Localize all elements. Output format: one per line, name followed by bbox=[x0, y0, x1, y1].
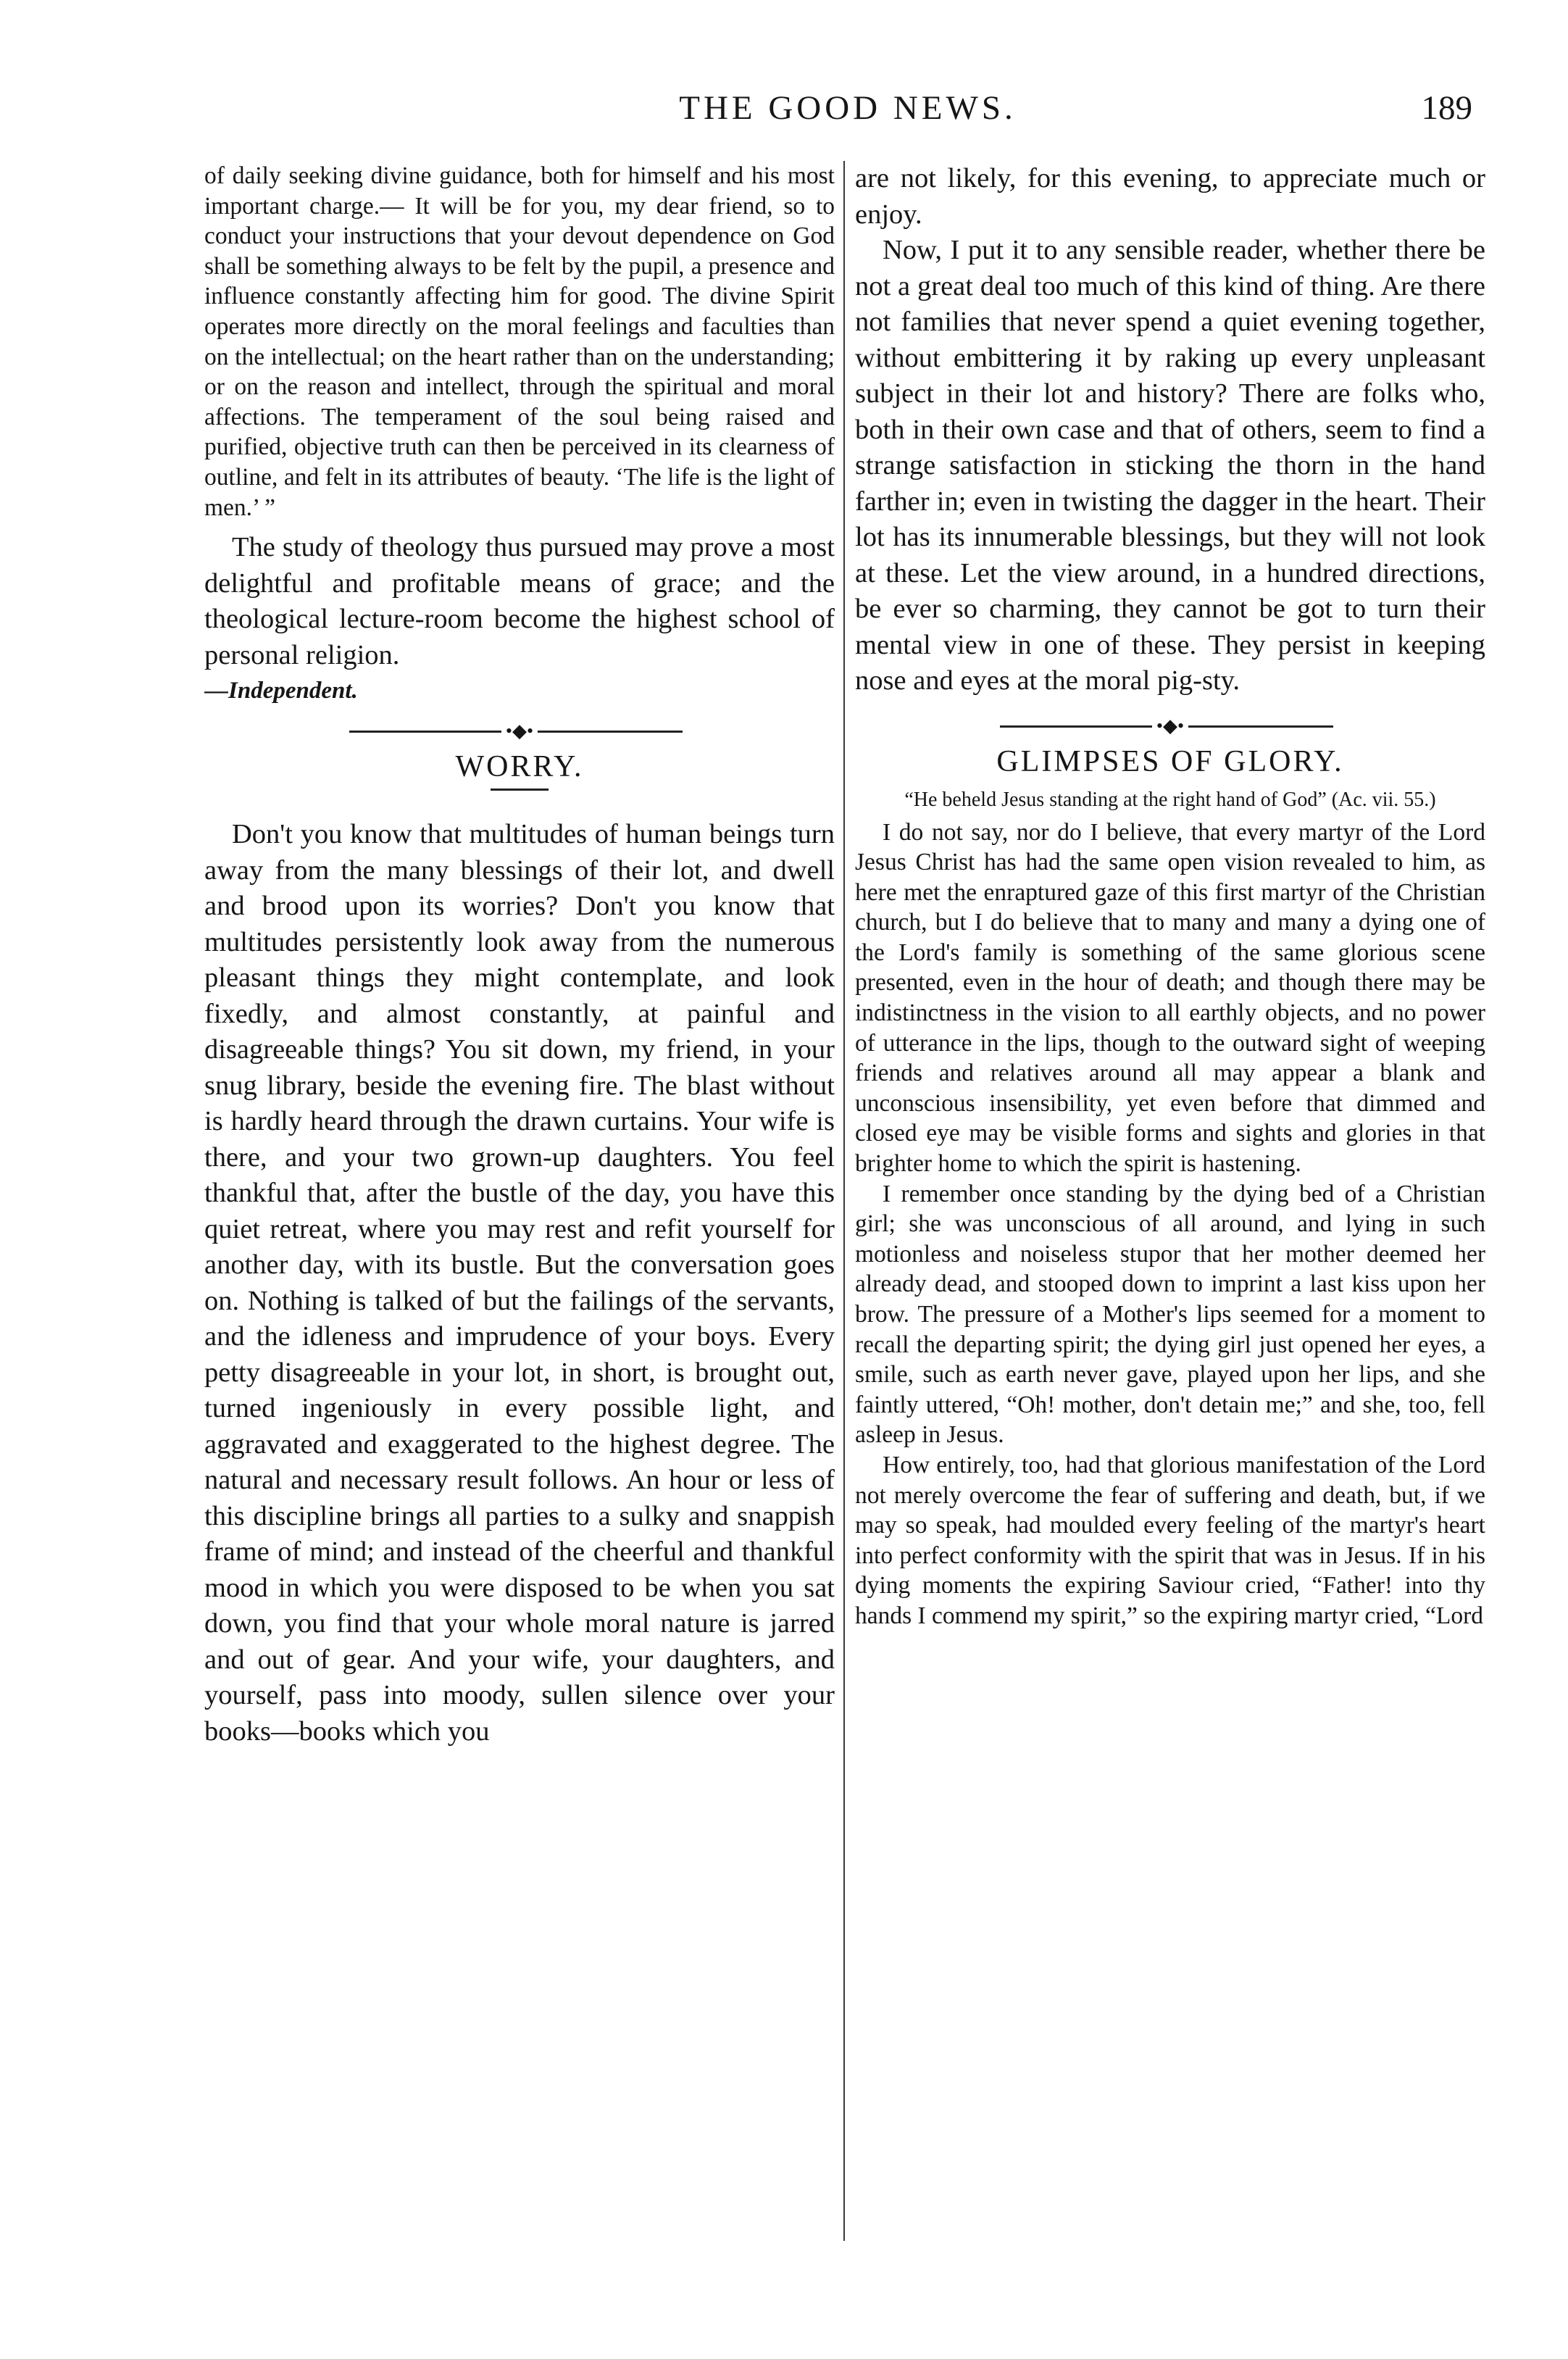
article-source: —Independent. bbox=[204, 678, 358, 704]
glimpses-paragraph-3: How entirely, too, had that glorious manifestation of the Lord not merely overcome the fear of suffering and death, but, if we may so speak, had moulded every feeling of the martyr's heart into perfect conformity with the spirit that was in Jesus. If in his dying moments the expiring Saviour cried, “Father! into thy hands I commend my spirit,” so the expiring martyr cried, “Lord bbox=[855, 1451, 1485, 1629]
worry-second-paragraph: Now, I put it to any sensible reader, whether there be not a great deal too much of this kind of thing. Are there not families that never spend a quiet evening together, without embittering it by raking up every unpleasant subject in their lot and history? There are folks who, both in their own case and that of others, seem to find a strange satisfaction in sticking the thorn in the hand farther in; even in twisting the dagger in the heart. Their lot has its innumerable blessings, but they will not look at these. Let the view around, in a hundred directions, be ever so charming, they cannot be got to turn their mental view in one of these. They persist in keeping nose and eyes at the moral pig-sty. bbox=[855, 235, 1485, 696]
worry-heading: WORRY. bbox=[455, 750, 584, 784]
scripture-epigraph: “He beheld Jesus standing at the right hand of God” (Ac. vii. 55.) bbox=[904, 788, 1436, 811]
worry-continuation: are not likely, for this evening, to appreciate much or enjoy. bbox=[855, 163, 1485, 230]
glimpses-paragraph-1: I do not say, nor do I believe, that every martyr of the Lord Jesus Christ has had the same open vision revealed to him, as here met the enraptured gaze of this first martyr of the Christian church, but I do believe that to many and many a dying one of the Lord's family is something of the same glorious scene presented, even in the hour of death; and though there may be indistinctness in the vision to all earthly objects, and no power of utterance in the lips, though to the outward sight of weeping friends and relatives around all may appear a blank and unconscious insensibility, yet even before that dimmed and closed eye may be visible forms and sights and glories in that brighter home to which the spirit is hastening. bbox=[855, 818, 1485, 1178]
heading-underline bbox=[491, 789, 549, 791]
separator-line-right bbox=[1188, 725, 1333, 728]
page-number: 189 bbox=[1421, 89, 1472, 127]
running-head bbox=[210, 86, 1485, 136]
article-closing-paragraph: The study of theology thus pursued may prove a most delightful and profitable means of grace; and the theological lecture-room become the highest school of personal religion. bbox=[204, 532, 835, 670]
separator-ornament: •◆• bbox=[1156, 715, 1185, 736]
worry-body-paragraph: Don't you know that multitudes of human beings turn away from the many blessings of their lot, and dwell and brood upon its worries? Don't you know that multitudes persistently look away from the numerous pleasant things they might contemplate, and look fixedly, and almost constantly, at painful and disagreeable things? You sit down, my friend, in your snug library, beside the evening fire. The blast without is hardly heard through the drawn curtains. Your wife is there, and your two grown-up daughters. You feel thankful that, after the bustle of the day, you have this quiet retreat, where you may rest and refit yourself for another day, with its bustle. But the conversation goes on. Nothing is talked of but the failings of the servants, and the idleness and imprudence of your boys. Every petty disagreeable in your lot, in short, is brought out, turned ingeniously in every possible light, and aggravated and exaggerated to the highest degree. The natural and necessary result follows. An hour or less of this discipline brings all parties to a sulky and snappish frame of mind; and instead of the cheerful and thankful mood in which you were disposed to be when you sat down, you find that your whole moral nature is jarred and out of gear. And your wife, your daughters, and yourself, pass into moody, sullen silence over your books—books which you bbox=[204, 819, 835, 1747]
separator-ornament: •◆• bbox=[505, 720, 534, 742]
glimpses-paragraph-2: I remember once standing by the dying bed of a Christian girl; she was unconscious of all around, and lying in such motionless and noiseless stupor that her mother deemed her already dead, and stooped down to imprint a last kiss upon her brow. The pressure of a Mother's lips seemed for a moment to recall the departing spirit; the dying girl just opened her eyes, a smile, such as earth never gave, played upon her lips, and she faintly uttered, “Oh! mother, don't detain me;” and she, too, fell asleep in Jesus. bbox=[855, 1180, 1485, 1449]
separator-line-right bbox=[538, 731, 683, 733]
section-separator bbox=[204, 719, 835, 744]
separator-line-left bbox=[349, 731, 501, 733]
left-column bbox=[204, 161, 835, 2313]
running-title: THE GOOD NEWS. bbox=[679, 89, 1017, 127]
separator-line-left bbox=[1000, 725, 1152, 728]
column-divider bbox=[843, 161, 845, 2241]
glimpses-heading: GLIMPSES OF GLORY. bbox=[996, 744, 1344, 778]
right-column bbox=[855, 161, 1485, 2313]
section-separator bbox=[855, 714, 1485, 739]
article-continuation-paragraph: of daily seeking divine guidance, both for himself and his most important charge.— It will be for you, my dear friend, so to conduct your instructions that your devout dependence on God shall be something always to be felt by the pupil, a presence and influence constantly affecting him for good. The divine Spirit operates more directly on the moral feelings and faculties than on the intellectual; on the heart rather than on the understanding; or on the reason and intellect, through the spiritual and moral affections. The temperament of the soul being raised and purified, objective truth can then be perceived in its clearness of outline, and felt in its attributes of beauty. ‘The life is the light of men.’ ” bbox=[204, 162, 835, 521]
